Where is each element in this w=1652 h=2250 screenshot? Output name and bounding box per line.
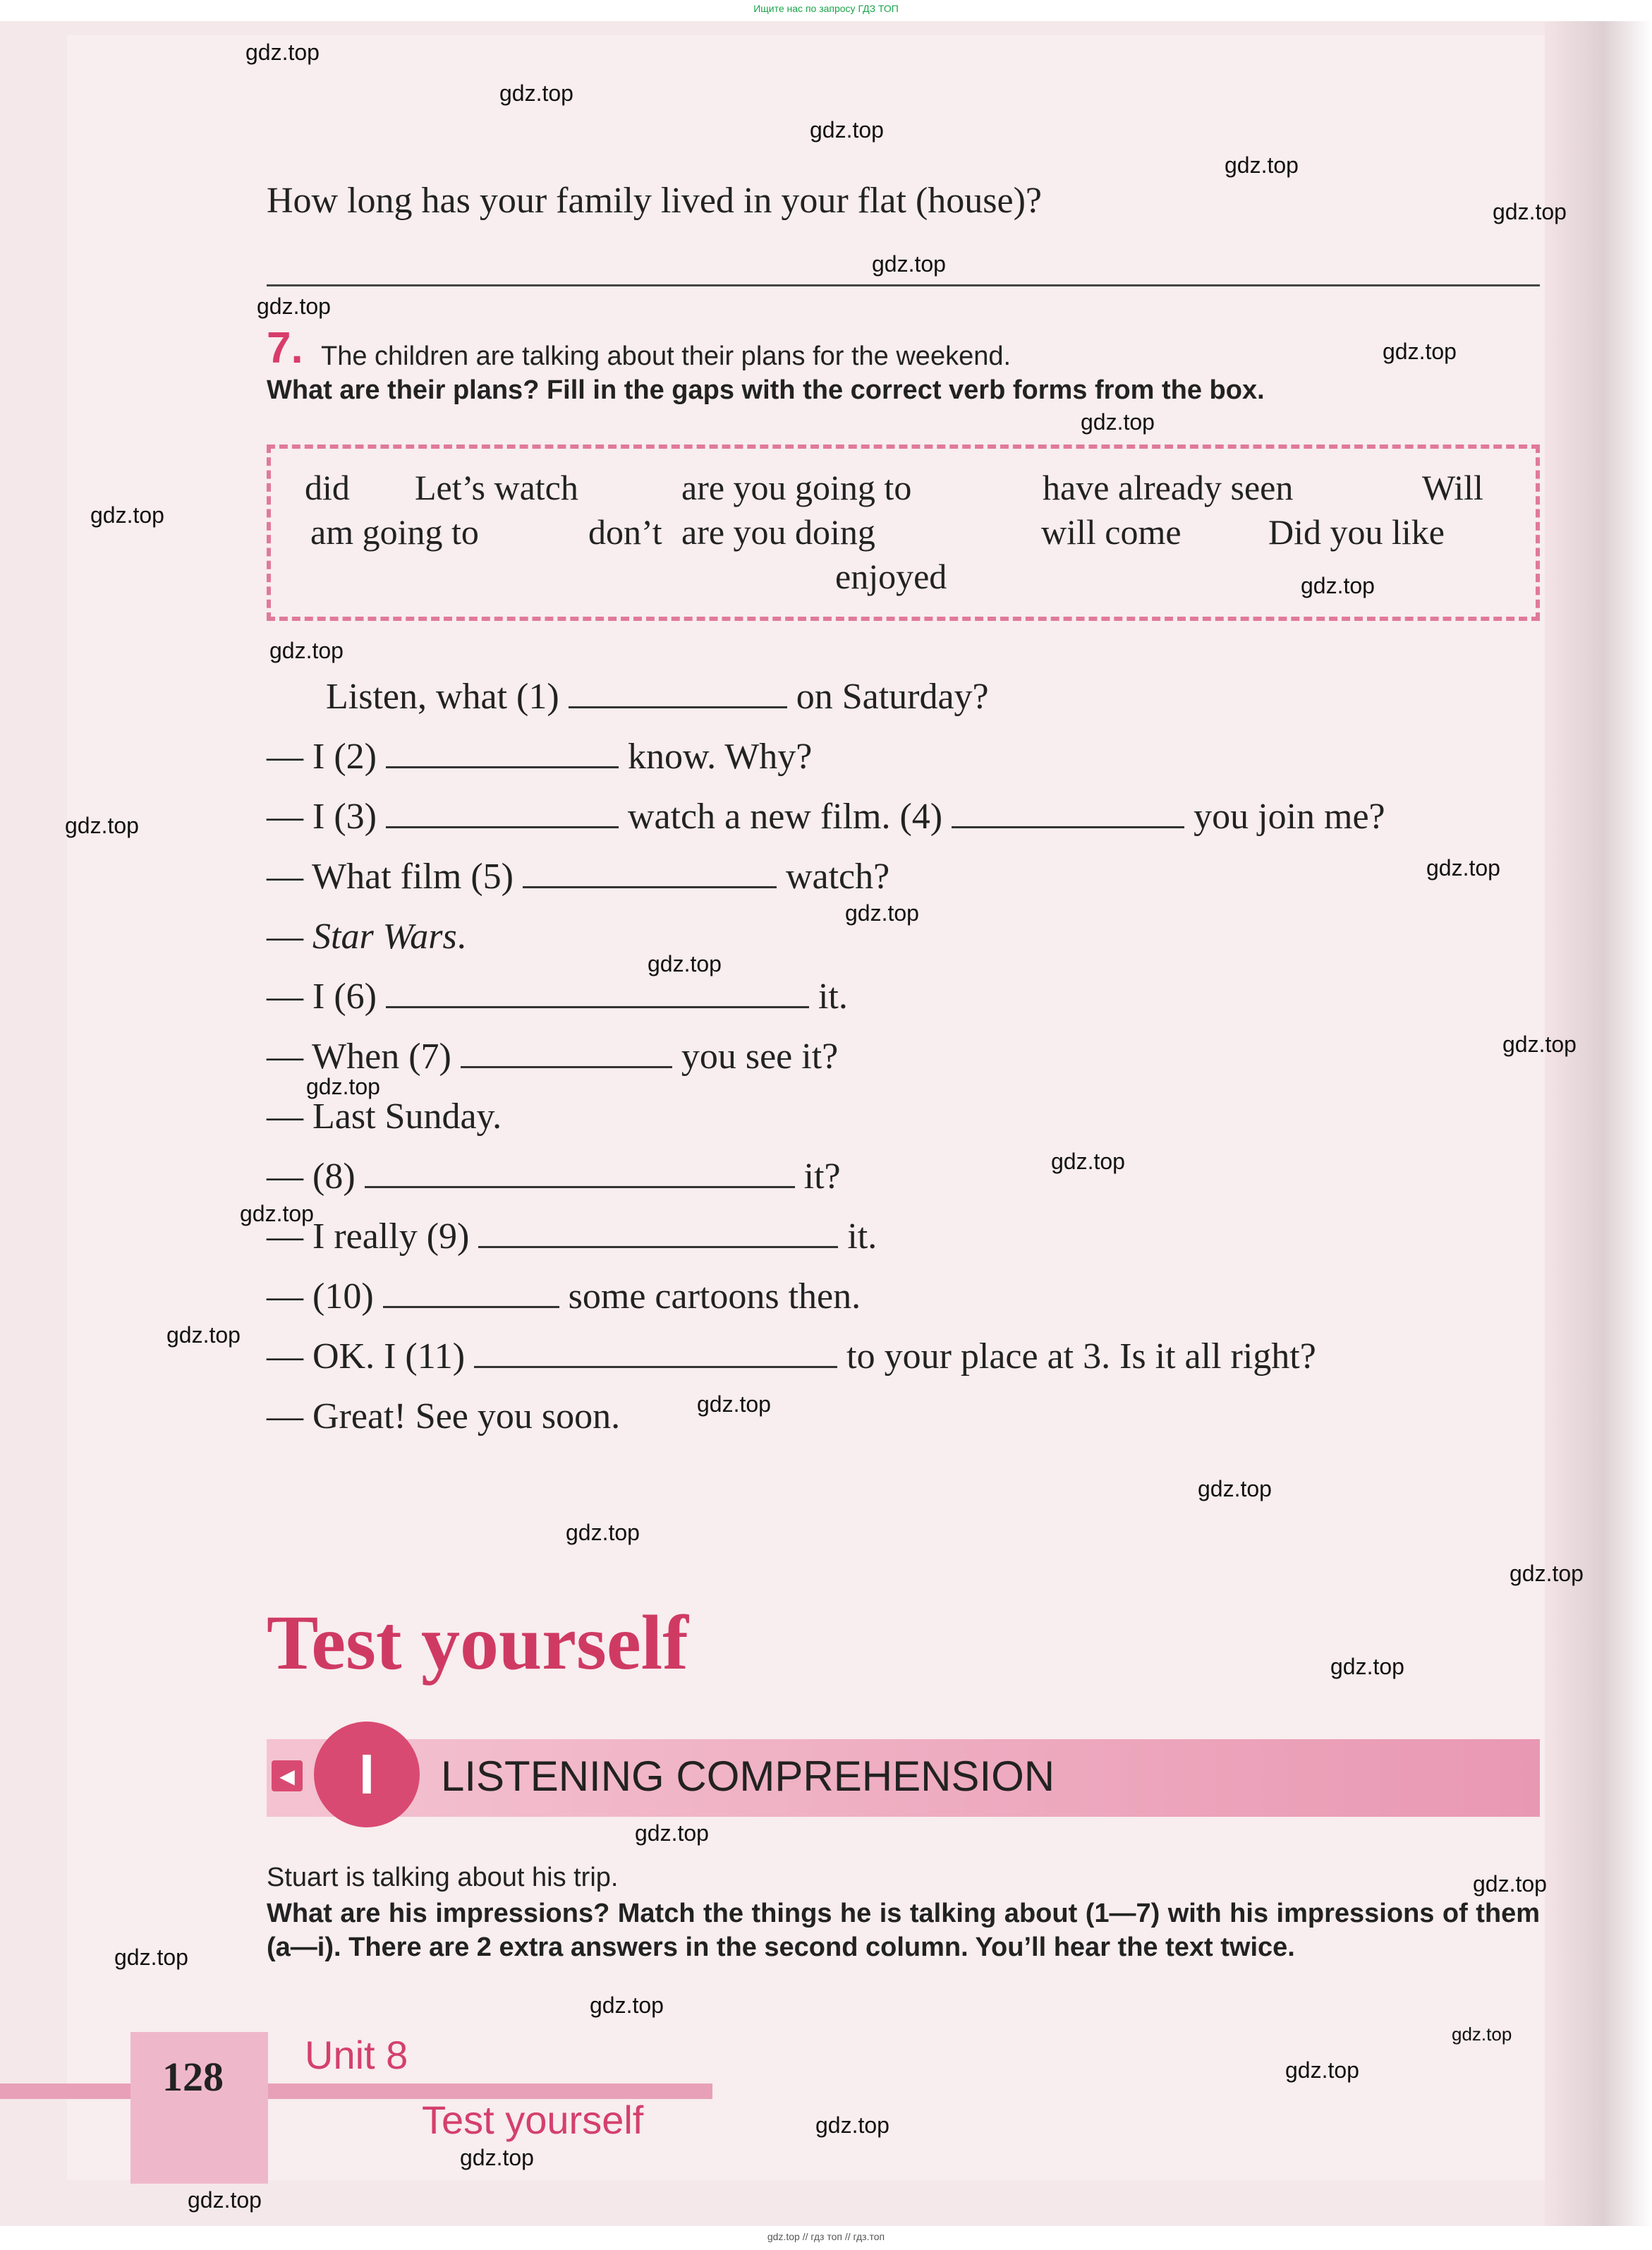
watermark: gdz.top [635, 1820, 709, 1846]
watermark: gdz.top [1473, 1871, 1547, 1897]
gap-3[interactable] [386, 798, 619, 828]
watermark: gdz.top [1493, 199, 1567, 224]
watermark: gdz.top [499, 80, 573, 106]
gap-9[interactable] [478, 1218, 838, 1248]
watermark: gdz.top [240, 1201, 314, 1226]
watermark: gdz.top [1510, 1561, 1584, 1586]
watermark: gdz.top [697, 1391, 771, 1417]
watermark: gdz.top [590, 1992, 664, 2018]
book-spine [1545, 21, 1652, 2226]
watermark: gdz.top [1285, 2057, 1359, 2083]
watermark: gdz.top [1198, 1476, 1272, 1501]
dialog-line-3: — I (3) watch a new film. (4) you join me? [267, 797, 1385, 837]
dialog-line-2: — I (2) know. Why? [267, 737, 813, 777]
section-numeral-badge [314, 1722, 420, 1827]
gap-6[interactable] [386, 978, 809, 1008]
box-word: are you going to [681, 468, 912, 507]
watermark: gdz.top [1301, 573, 1375, 598]
watermark: gdz.top [65, 813, 139, 838]
watermark: gdz.top [257, 294, 331, 319]
box-word: will come [1041, 512, 1182, 552]
listening-title: LISTENING COMPREHENSION [441, 1753, 1055, 1800]
dialog-line-11: — (10) some cartoons then. [267, 1276, 861, 1317]
exercise-number: 7. [267, 324, 303, 373]
watermark: gdz.top [1383, 339, 1457, 364]
gap-2[interactable] [386, 738, 619, 768]
dialog-line-12: — OK. I (11) to your place at 3. Is it all right? [267, 1336, 1316, 1377]
watermark: gdz.top [1051, 1149, 1125, 1174]
listening-intro: Stuart is talking about his trip. [267, 1863, 619, 1892]
box-word: are you doing [681, 512, 875, 552]
gap-11[interactable] [474, 1338, 837, 1368]
watermark: gdz.top [166, 1322, 241, 1348]
watermark: gdz.top [872, 251, 946, 277]
page-number: 128 [162, 2054, 224, 2100]
box-word: am going to [310, 512, 479, 552]
watermark: gdz.top [845, 900, 919, 926]
watermark: gdz.top [114, 1944, 188, 1970]
footer-unit: Unit 8 [305, 2033, 408, 2077]
dialog-line-8: — Last Sunday. [267, 1096, 502, 1137]
watermark: gdz.top [269, 638, 344, 663]
box-word: did [305, 468, 350, 507]
gap-1[interactable] [569, 678, 787, 708]
exercise6-question: How long has your family lived in your flat (house)? [267, 181, 1042, 221]
watermark: gdz.top [810, 117, 884, 143]
section-numeral: I [358, 1743, 375, 1806]
watermark: gdz.top [306, 1074, 380, 1099]
exercise-instruction: What are their plans? Fill in the gaps with the correct verb forms from the box. [267, 375, 1265, 405]
box-word: don’t [588, 512, 662, 552]
watermark: gdz.top [1225, 152, 1299, 178]
watermark: gdz.top [815, 2112, 889, 2138]
dialog-line-4: — What film (5) watch? [267, 857, 890, 897]
watermark: gdz.top [566, 1520, 640, 1545]
watermark: gdz.top [245, 40, 320, 65]
listening-instructions: What are his impressions? Match the things he is talking about (1—7) with his impressions of them (a—i). There are 2 extra answers in the second column. You’ll hear the text twice. [267, 1899, 1540, 1962]
gap-5[interactable] [523, 858, 777, 888]
dialog-line-10: — I really (9) it. [267, 1216, 877, 1257]
gap-7[interactable] [461, 1038, 672, 1068]
dialog-line-1: Listen, what (1) on Saturday? [326, 677, 989, 717]
watermark: gdz.top [648, 951, 722, 976]
exercise-context: The children are talking about their plans for the weekend. [321, 341, 1012, 371]
dialog-line-7: — When (7) you see it? [267, 1036, 839, 1077]
watermark: gdz.top [1502, 1032, 1577, 1057]
box-word: Will [1422, 468, 1483, 507]
box-word: enjoyed [835, 557, 947, 596]
box-word: Did you like [1268, 512, 1445, 552]
watermark: gdz.top [90, 502, 164, 528]
dialog-line-6: — I (6) it. [267, 976, 848, 1017]
watermark: gdz.top [1330, 1654, 1404, 1679]
dialog-line-13: — Great! See you soon. [267, 1396, 621, 1437]
gap-8[interactable] [365, 1158, 795, 1188]
watermark: gdz.top [1081, 409, 1155, 435]
answer-line[interactable] [267, 284, 1540, 286]
gap-10[interactable] [383, 1278, 559, 1308]
watermark: gdz.top [1452, 2024, 1512, 2045]
watermark: gdz.top [460, 2145, 534, 2170]
watermark: gdz.top [1426, 855, 1500, 881]
footer-section: Test yourself [422, 2098, 644, 2142]
watermark: gdz.top [188, 2187, 262, 2213]
top-notice: Ищите нас по запросу ГДЗ ТОП [753, 3, 899, 14]
dialog-line-5: — Star Wars. [267, 917, 466, 957]
section-title: Test yourself [267, 1599, 688, 1686]
audio-icon[interactable]: ◀ [272, 1760, 303, 1791]
dialog-line-9: — (8) it? [267, 1156, 841, 1197]
box-word: have already seen [1043, 468, 1294, 507]
gap-4[interactable] [952, 798, 1184, 828]
bottom-notice: gdz.top // гдз топ // гдз.топ [767, 2231, 885, 2242]
box-word: Let’s watch [415, 468, 578, 507]
